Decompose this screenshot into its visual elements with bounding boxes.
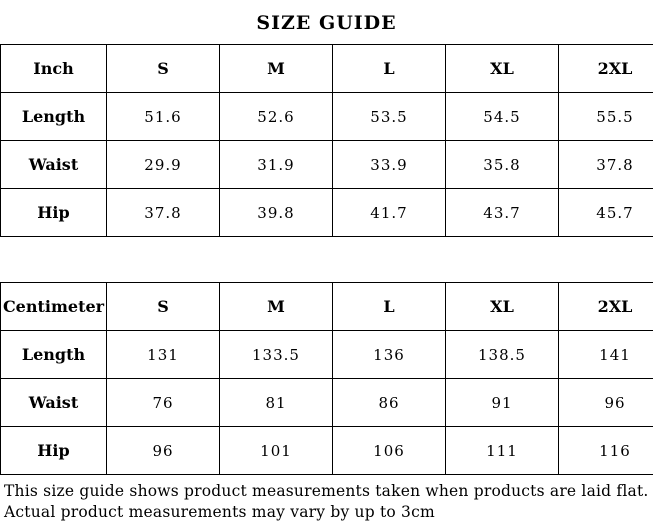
column-header-2xl: 2XL	[559, 45, 653, 93]
cell-hip-s: 96	[107, 427, 220, 475]
row-label-hip: Hip	[1, 189, 107, 237]
column-header-s: S	[107, 283, 220, 331]
column-header-m: M	[220, 283, 333, 331]
cell-length-l: 136	[333, 331, 446, 379]
cell-length-s: 131	[107, 331, 220, 379]
row-label-waist: Waist	[1, 379, 107, 427]
size-table-centimeter	[0, 282, 653, 475]
cell-hip-l: 106	[333, 427, 446, 475]
row-label-hip: Hip	[1, 427, 107, 475]
cell-hip-m: 39.8	[220, 189, 333, 237]
table-row	[1, 93, 653, 141]
cell-waist-l: 33.9	[333, 141, 446, 189]
cell-waist-l: 86	[333, 379, 446, 427]
table-row	[1, 427, 653, 475]
column-header-l: L	[333, 45, 446, 93]
table-row	[1, 141, 653, 189]
cell-hip-2xl: 45.7	[559, 189, 653, 237]
cell-waist-xl: 35.8	[446, 141, 559, 189]
cell-length-xl: 138.5	[446, 331, 559, 379]
cell-length-m: 52.6	[220, 93, 333, 141]
row-label-waist: Waist	[1, 141, 107, 189]
cell-length-2xl: 141	[559, 331, 653, 379]
cell-hip-xl: 43.7	[446, 189, 559, 237]
cell-hip-2xl: 116	[559, 427, 653, 475]
table-row	[1, 379, 653, 427]
cell-length-2xl: 55.5	[559, 93, 653, 141]
cell-length-xl: 54.5	[446, 93, 559, 141]
column-header-l: L	[333, 283, 446, 331]
unit-header-inch: Inch	[1, 45, 107, 93]
column-header-2xl: 2XL	[559, 283, 653, 331]
cell-length-m: 133.5	[220, 331, 333, 379]
table-row	[1, 331, 653, 379]
page-title: SIZE GUIDE	[0, 0, 653, 44]
row-label-length: Length	[1, 93, 107, 141]
table-header-row	[1, 45, 653, 93]
column-header-xl: XL	[446, 45, 559, 93]
cell-waist-m: 31.9	[220, 141, 333, 189]
table-spacer	[0, 237, 653, 282]
unit-header-centimeter: Centimeter	[1, 283, 107, 331]
cell-hip-m: 101	[220, 427, 333, 475]
cell-waist-xl: 91	[446, 379, 559, 427]
cell-waist-2xl: 96	[559, 379, 653, 427]
column-header-m: M	[220, 45, 333, 93]
cell-waist-2xl: 37.8	[559, 141, 653, 189]
cell-hip-l: 41.7	[333, 189, 446, 237]
table-header-row	[1, 283, 653, 331]
cell-hip-xl: 111	[446, 427, 559, 475]
size-table-inch	[0, 44, 653, 237]
row-label-length: Length	[1, 331, 107, 379]
column-header-s: S	[107, 45, 220, 93]
cell-waist-m: 81	[220, 379, 333, 427]
footnote-text: This size guide shows product measurements taken when products are laid flat. Actual product measurements may vary by up to 3cm	[0, 475, 653, 523]
cell-hip-s: 37.8	[107, 189, 220, 237]
cell-length-l: 53.5	[333, 93, 446, 141]
cell-waist-s: 76	[107, 379, 220, 427]
table-row	[1, 189, 653, 237]
column-header-xl: XL	[446, 283, 559, 331]
cell-length-s: 51.6	[107, 93, 220, 141]
cell-waist-s: 29.9	[107, 141, 220, 189]
